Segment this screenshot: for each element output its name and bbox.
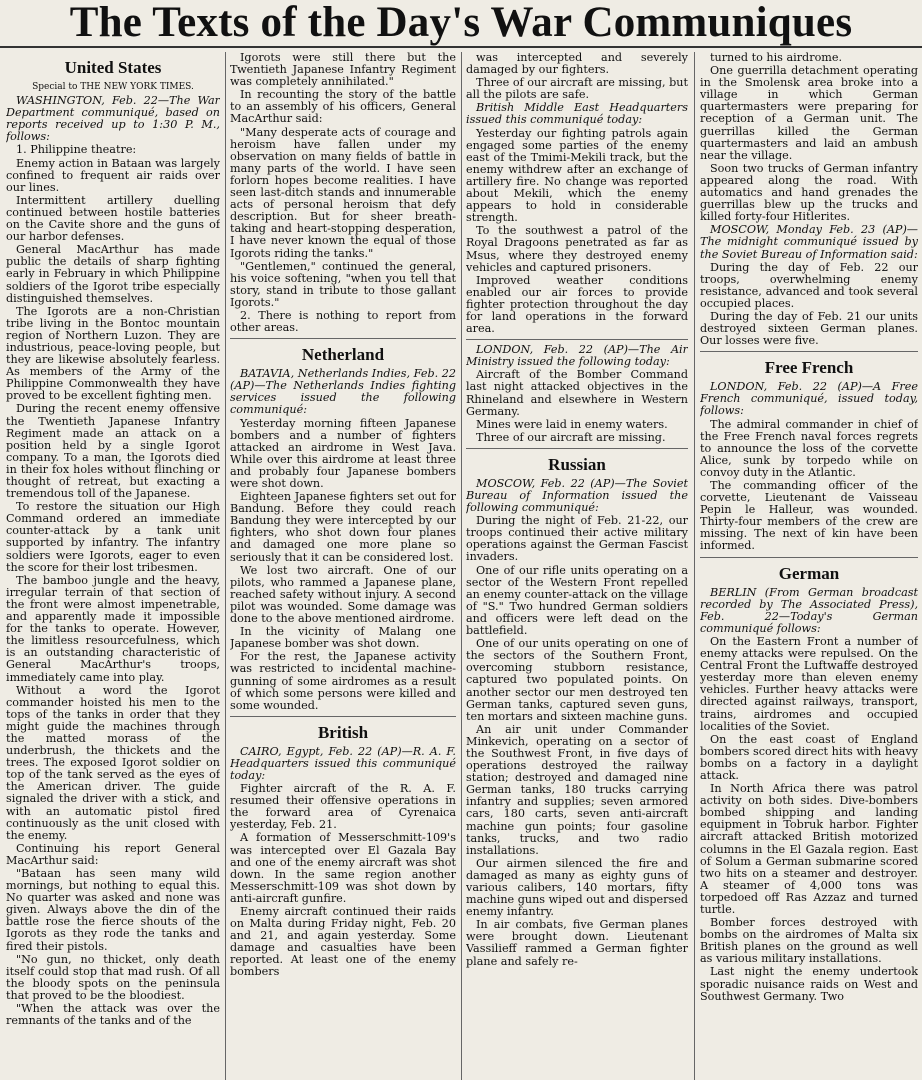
dateline-batavia: BATAVIA, Netherlands Indies, Feb. 22 (AP)—The Netherlands Indies fighting services issued the following communiqué: [230,367,456,417]
paragraph: The Igorots are a non-Christian tribe living in the Bontoc mountain region of Northern Luzon. They are industrious, peace-loving people, but they are likewise absolutely fearless. As members of the Army of the Philippine Commonwealth they have proved to be excellent fighting men. [6,304,220,403]
page-headline: The Texts of the Day's War Communiques [0,0,922,48]
dateline-washington: WASHINGTON, Feb. 22—The War Department communiqué, based on reports received up to 1:30 P. M., follows: [6,94,220,144]
paragraph: During the recent enemy offensive the Twentieth Japanese Infantry Regiment made an attack on a position held by a single Igorot company. To a man, the Igorots died in their fox holes without flinching or thought of retreat, but exacting a tremendous toll of the Japanese. [6,402,220,501]
paragraph: "Bataan has seen many wild mornings, but nothing to equal this. No quarter was asked and none was given. Always above the din of the battle rose the fierce shouts of the Igorots as they rode the tanks and fired their pistols. [6,867,220,953]
article-body-continued [230,52,456,334]
paragraph: Continuing his report General MacArthur said: [6,841,220,867]
paragraph: A formation of Messerschmitt-109's was intercepted over El Gazala Bay and one of the enemy aircraft was shot down. In the same region another Messerschmitt-109 was shot down by anti-aircraft gunfire. [230,831,456,905]
paragraph: Yesterday our fighting patrols again engaged some parties of the enemy east of the Tmimi-Mekili track, but the enemy withdrew after an exchange of artillery fire. No change was reported about Mekili, which the enemy appears to hold in considerable strength. [466,126,688,225]
dateline-moscow: MOSCOW, Feb. 22 (AP)—The Soviet Bureau of Information issued the following communiqué: [466,476,688,515]
paragraph: The commanding officer of the corvette, Lieutenant de Vaisseau Pepin le Halleur, was wounded. Thirty-four members of the crew are missing. The next of kin have been informed. [700,479,918,553]
paragraph: 1. Philippine theatre: [16,143,137,157]
divider [466,339,688,340]
dateline-moscow-midnight: MOSCOW, Monday Feb. 23 (AP)—The midnight communiqué issued by the Soviet Bureau of Information said: [700,223,918,261]
article-body-united-states [6,144,220,1027]
paragraph: Fighter aircraft of the R. A. F. resumed their offensive operations in the forward area of Cyrenaica yesterday, Feb. 21. [230,782,456,832]
paragraph: Without a word the Igorot commander hoisted his men to the tops of the tanks in order that they might guide the machines through the matted morass of the underbrush, the thickets and the trees. The exposed Igorot soldier on top of the tank served as the eyes of the American driver. The guide signaled the driver with a stick, and with an automatic pistol fired continuously as the unit closed with the enemy. [6,683,220,842]
section-heading-united-states: United States [64,58,162,77]
paragraph: During the day of Feb. 22 our troops, overwhelming enemy resistance, advanced and took several occupied places. [700,260,918,310]
paragraph: During the night of Feb. 21-22, our troops continued their active military operations against the German Fascist invaders. [466,514,688,564]
paragraph: To the southwest a patrol of the Royal Dragoons penetrated as far as Msus, where they destroyed enemy vehicles and captured prisoners. [466,224,688,274]
column-rule [225,52,226,1080]
paragraph: 2. There is nothing to report from other areas. [230,308,456,335]
paragraph: In North Africa there was patrol activity on both sides. Dive-bombers bombed shipping and landing equipment in Tobruk harbor. Fighter aircraft attacked British motorized columns in the El Gazala region. East of Solum a German submarine scored two hits on a steamer and destroyer. A steamer of 4,000 tons was torpedoed off Ras Azzaz and turned turtle. [700,782,918,916]
paragraph: Bomber forces destroyed with bombs on the airdromes of Malta six British planes on the ground as well as various military installations. [700,916,918,966]
paragraph: In recounting the story of the battle to an assembly of his officers, General MacArthur said: [230,88,456,126]
paragraph: Mines were laid in enemy waters. [476,417,668,431]
article-body-moscow-midnight [700,262,918,348]
paragraph: Three of our aircraft are missing, but all the pilots are safe. [466,76,688,102]
column-rule [461,52,462,1080]
paragraph: Three of our aircraft are missing. [476,430,666,444]
paragraph: The bamboo jungle and the heavy, irregular terrain of that section of the front were almost impenetrable, and apparently made it impossible for the tanks to operate. However, the limitless resourcefulness, which is an outstanding characteristic of General MacArthur's troops, immediately came into play. [6,573,220,684]
article-body-russian-continued [700,52,918,223]
paragraph: For the rest, the Japanese activity was restricted to incidental machine-gunning of some airdromes as a result of which some persons were killed and some wounded. [230,650,456,712]
paragraph: Last night the enemy undertook sporadic nuisance raids on West and Southwest Germany. Two [700,965,918,1003]
paragraph: Yesterday morning fifteen Japanese bombers and a number of fighters attacked an airdrome in West Java. While over this airdrome at least three and probably four Japanese bombers were shot down. [230,416,456,490]
paragraph: Enemy aircraft continued their raids on Malta during Friday night, Feb. 20 and 21, and again yesterday. Some damage and casualties have been reported. At least one of the enemy bombers [230,905,456,979]
paragraph: Improved weather conditions enabled our air forces to provide fighter protection throughout the day for land operations in the forward area. [466,273,688,336]
paragraph: Intermittent artillery duelling continued between hostile batteries on the Cavite shore and the guns of our harbor defenses. [6,193,220,244]
section-heading-british: British [317,722,369,742]
divider [700,557,918,558]
paragraph: To restore the situation our High Command ordered an immediate counter-attack by a tank unit supported by infantry. The infantry soldiers were Igorots, eager to even the score for their lost tribesmen. [6,500,220,574]
section-heading-netherland: Netherland [301,345,385,365]
paragraph: "Gentlemen," continued the general, his voice softening, "when you tell that story, stand in tribute to those gallant Igorots." [230,259,456,309]
paragraph: An air unit under Commander Minkevich, operating on a sector of the Southwest Front, in five days of operations destroyed the railway station; destroyed and damaged nine German tanks, 180 trucks carrying infantry and supplies; seven armored cars, 180 carts, seven anti-aircraft machine gun points; four gasoline tanks, trucks, and two radio installations. [466,722,688,857]
section-heading-free-french: Free French [764,358,854,378]
paragraph: General MacArthur has made public the details of sharp fighting early in February in which Philippine soldiers of the Igorot tribe especially distinguished themselves. [6,243,220,305]
article-body-german [700,636,918,1003]
paragraph: In air combats, five German planes were brought down. Lieutenant Vassilieff rammed a German fighter plane and safely re- [466,918,688,968]
article-body-russian [466,515,688,967]
column-2 [230,52,456,1080]
paragraph: "Many desperate acts of courage and heroism have fallen under my observation on many fields of battle in many parts of the world. I have seen forlorn hopes become realities. I have seen last-ditch stands and innumerable acts of personal heroism that defy description. But for sheer breath-taking and heart-stopping desperation, I have never known the equal of those Igorots riding the tanks." [230,125,456,260]
divider [230,716,456,717]
column-4 [700,52,918,1080]
article-body-british [230,783,456,979]
paragraph: During the day of Feb. 21 our units destroyed sixteen German planes. Our losses were five. [700,309,918,348]
paragraph: One guerrilla detachment operating in the Smolensk area broke into a village in which German quartermasters were preparing for reception of a German unit. The guerrillas killed the German quartermasters and laid an ambush near the village. [700,64,918,162]
paragraph: On the east coast of England bombers scored direct hits with heavy bombs on a factory in a daylight attack. [700,732,918,782]
paragraph: We lost two aircraft. One of our pilots, who rammed a Japanese plane, reached safety without injury. A second pilot was wounded. Some damage was done to the above mentioned airdrome. [230,563,456,626]
dateline-berlin: BERLIN (From German broadcast recorded by The Associated Press), Feb. 22—Today's German communiqué follows: [700,585,918,635]
paragraph: Soon two trucks of German infantry appeared along the road. With automatics and hand grenades the guerrillas blew up the trucks and killed forty-four Hitlerites. [700,161,918,224]
column-3 [466,52,688,1080]
column-rule [694,52,695,1080]
dateline-london-air-ministry: LONDON, Feb. 22 (AP)—The Air Ministry issued the following today: [466,343,688,369]
paragraph: On the Eastern Front a number of enemy attacks were repulsed. On the Central Front the Luftwaffe destroyed yesterday more than eleven enemy vehicles. Further heavy attacks were directed against railways, transport, trains, airdromes and occupied localities of the Soviet. [700,634,918,733]
article-body-free-french [700,419,918,553]
divider [466,448,688,449]
article-body-air-ministry [466,369,688,444]
divider [230,338,456,339]
paragraph: Enemy action in Bataan was largely confined to frequent air raids over our lines. [6,156,220,194]
paragraph: One of our units operating on one of the sectors of the Southern Front, overcoming stubborn resistance, captured two populated points. On another sector our men destroyed ten German tanks, captured seven guns, ten mortars and sixteen machine guns. [466,637,688,723]
paragraph: Igorots were still there but the Twentieth Japanese Infantry Regiment was completely annihilated." [230,52,456,89]
dateline-british-middle-east: British Middle East Headquarters issued this communiqué today: [466,101,688,127]
paragraph: The admiral commander in chief of the Free French naval forces regrets to announce the loss of the corvette Alice, sunk by torpedo while on convoy duty in the Atlantic. [700,417,918,479]
section-heading-russian: Russian [548,454,606,474]
paragraph: "When the attack was over the remnants of the tanks and of the [6,1002,220,1028]
dateline-london-free-french: LONDON, Feb. 22 (AP)—A Free French communiqué, issued today, follows: [700,380,918,418]
divider [700,351,918,352]
article-body-middle-east [466,128,688,336]
paragraph: was intercepted and severely damaged by our fighters. [466,52,688,77]
paragraph: Eighteen Japanese fighters set out for Bandung. Before they could reach Bandung they were intercepted by our fighters, who shot down four planes and damaged one more plane so seriously that it can be considered lost. [230,490,456,564]
paragraph: Our airmen silenced the fire and damaged as many as eighty guns of various calibers, 140 mortars, fifty machine guns wiped out and dispersed enemy infantry. [466,856,688,919]
paragraph: In the vicinity of Malang one Japanese bomber was shot down. [230,625,456,651]
column-1 [6,52,220,1080]
special-credit: Special to THE NEW YORK TIMES. [32,82,194,92]
paragraph: "No gun, no thicket, only death itself could stop that mad rush. Of all the bloody spots on the peninsula that proved to be the bloodiest. [6,952,220,1002]
paragraph: Aircraft of the Bomber Command last night attacked objectives in the Rhineland and elsewhere in Western Germany. [466,368,688,418]
section-heading-german: German [778,563,840,583]
paragraph: turned to his airdrome. [710,52,843,64]
dateline-cairo: CAIRO, Egypt, Feb. 22 (AP)—R. A. F. Headquarters issued this communiqué today: [230,744,456,782]
article-body-british-continued [466,52,688,101]
paragraph: One of our rifle units operating on a sector of the Western Front repelled an enemy counter-attack on the village of "S." Two hundred German soldiers and officers were left dead on the battlefield. [466,563,688,638]
article-body-netherland [230,418,456,712]
